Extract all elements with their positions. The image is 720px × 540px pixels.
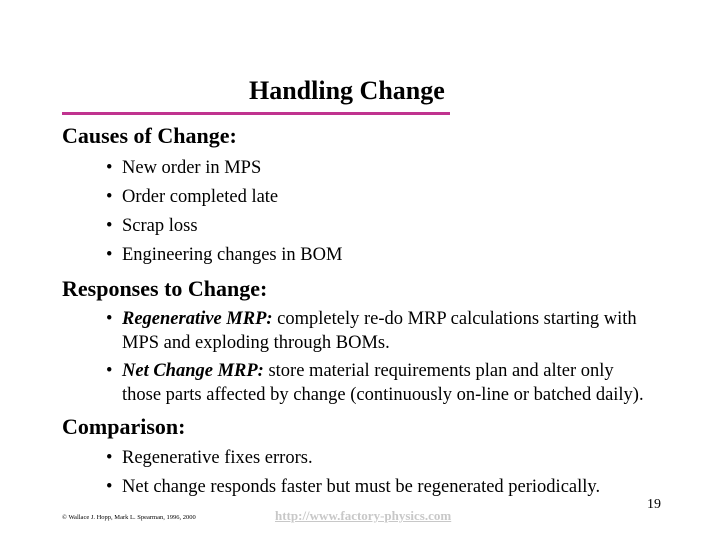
bullet-marker: • — [106, 216, 113, 236]
bullet-continuation: MPS and exploding through BOMs. — [122, 333, 390, 353]
bullet-marker: • — [106, 361, 113, 381]
bullet-marker: • — [106, 245, 113, 265]
bullet-marker: • — [106, 187, 113, 207]
page-number: 19 — [647, 497, 661, 512]
bullet-marker: • — [106, 448, 113, 468]
slide-title: Handling Change — [249, 76, 445, 105]
bullet-continuation: those parts affected by change (continuously on-line or batched daily). — [122, 385, 644, 405]
bullet-marker: • — [106, 477, 113, 497]
title-underline — [62, 112, 450, 115]
website-link[interactable]: http://www.factory-physics.com — [275, 508, 452, 523]
bullet-marker: • — [106, 309, 113, 329]
bullet-marker: • — [106, 158, 113, 178]
bullet-text: New order in MPS — [122, 158, 262, 178]
bullet-text: completely re-do MRP calculations starting with — [272, 309, 637, 329]
bullet-text: store material requirements plan and alter only — [263, 361, 614, 381]
bullet-text: Engineering changes in BOM — [122, 245, 343, 265]
section-heading-causes: Causes of Change: — [62, 123, 237, 148]
bullet-text: Regenerative fixes errors. — [122, 448, 313, 468]
section-heading-responses: Responses to Change: — [62, 276, 268, 301]
bullet-term: Regenerative MRP: — [122, 309, 273, 329]
bullet-text: Scrap loss — [122, 216, 198, 236]
bullet-term: Net Change MRP: — [122, 361, 264, 381]
section-heading-comparison: Comparison: — [62, 414, 186, 439]
copyright-notice: © Wallace J. Hopp, Mark L. Spearman, 1996, 2000 — [62, 514, 196, 521]
bullet-text: Order completed late — [122, 187, 279, 207]
bullet-text: Net change responds faster but must be regenerated periodically. — [122, 477, 601, 497]
